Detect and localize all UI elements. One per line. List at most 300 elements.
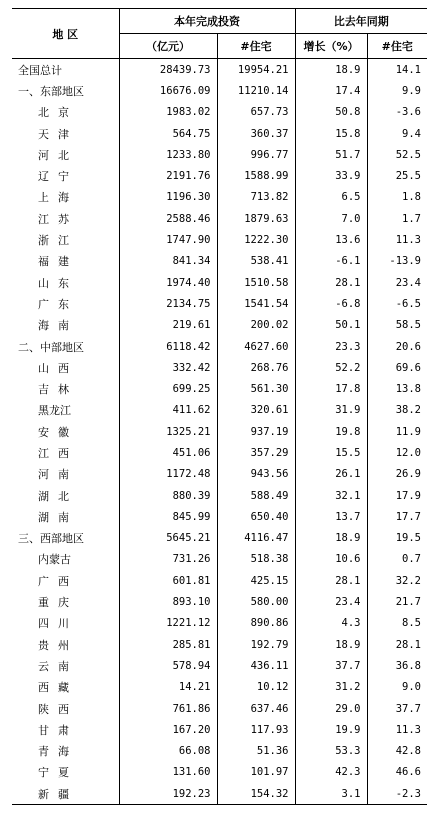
investment-residential-value-cell: [217, 272, 295, 293]
investment-value: 131.60: [172, 766, 211, 779]
investment-residential-value: 101.97: [250, 766, 289, 779]
investment-value-cell: [119, 208, 217, 229]
region-name-cell: [12, 591, 119, 612]
table-row: [12, 719, 427, 740]
investment-value: 1974.40: [166, 276, 211, 289]
investment-residential-value-cell: [217, 80, 295, 101]
header-growth-residential: #住宅: [367, 34, 427, 59]
investment-residential-value: 1222.30: [244, 234, 289, 247]
growth-value: 17.4: [335, 84, 361, 97]
growth-residential-value: -3.6: [395, 106, 421, 119]
growth-value-cell: [295, 144, 367, 165]
table-row: [12, 80, 427, 101]
growth-value: 28.1: [335, 276, 361, 289]
investment-value: 1221.12: [166, 617, 211, 630]
investment-value-cell: [119, 59, 217, 81]
region-name: 山西: [38, 361, 78, 375]
investment-value: 699.25: [172, 383, 211, 396]
growth-value-cell: [295, 741, 367, 762]
region-name: 福建: [38, 255, 78, 269]
header-investment-residential: #住宅: [217, 34, 295, 59]
investment-residential-value-cell: [217, 549, 295, 570]
growth-value-cell: [295, 293, 367, 314]
investment-value: 1325.21: [166, 425, 211, 438]
growth-residential-value: 9.9: [402, 84, 421, 97]
growth-residential-value-cell: [367, 59, 427, 81]
growth-value: 7.0: [341, 212, 361, 225]
investment-value: 16676.09: [159, 84, 211, 97]
region-name-cell: [12, 506, 119, 527]
growth-residential-value-cell: [367, 741, 427, 762]
growth-value-cell: [295, 165, 367, 186]
header-region: 地 区: [12, 9, 119, 59]
growth-residential-value: 28.1: [395, 638, 421, 651]
growth-value-cell: [295, 570, 367, 591]
table-row: [12, 272, 427, 293]
growth-value-cell: [295, 400, 367, 421]
growth-value: -6.8: [335, 297, 361, 310]
region-name-cell: [12, 165, 119, 186]
investment-value-cell: [119, 549, 217, 570]
growth-value: 19.8: [335, 425, 361, 438]
investment-value: 28439.73: [159, 63, 211, 76]
region-name-cell: [12, 464, 119, 485]
investment-residential-value: 19954.21: [237, 63, 289, 76]
table-row: [12, 634, 427, 655]
growth-value: 18.9: [335, 532, 361, 545]
investment-value-cell: [119, 528, 217, 549]
region-name: 全国总计: [18, 63, 62, 77]
region-name: 湖南: [38, 510, 78, 524]
growth-value-cell: [295, 421, 367, 442]
growth-residential-value-cell: [367, 464, 427, 485]
investment-value-cell: [119, 293, 217, 314]
region-name-cell: [12, 315, 119, 336]
region-name-cell: [12, 485, 119, 506]
region-name: 海南: [38, 319, 78, 333]
growth-residential-value-cell: [367, 400, 427, 421]
region-name-cell: [12, 293, 119, 314]
investment-residential-value: 192.79: [250, 638, 289, 651]
growth-value-cell: [295, 378, 367, 399]
investment-residential-value: 117.93: [250, 723, 289, 736]
table-row: [12, 208, 427, 229]
region-name-cell: [12, 123, 119, 144]
growth-residential-value-cell: [367, 336, 427, 357]
region-name: 重庆: [38, 596, 78, 610]
investment-value: 332.42: [172, 361, 211, 374]
investment-value-cell: [119, 315, 217, 336]
growth-residential-value-cell: [367, 421, 427, 442]
investment-residential-value-cell: [217, 123, 295, 144]
region-name: 河南: [38, 468, 78, 482]
investment-value: 893.10: [172, 596, 211, 609]
investment-residential-value-cell: [217, 293, 295, 314]
growth-residential-value-cell: [367, 357, 427, 378]
investment-value-cell: [119, 506, 217, 527]
investment-residential-value: 425.15: [250, 574, 289, 587]
region-name-cell: [12, 549, 119, 570]
investment-value: 219.61: [172, 319, 211, 332]
growth-value: 51.7: [335, 148, 361, 161]
growth-value-cell: [295, 762, 367, 783]
investment-residential-value: 320.61: [250, 404, 289, 417]
growth-value-cell: [295, 634, 367, 655]
growth-residential-value-cell: [367, 549, 427, 570]
table-row: [12, 336, 427, 357]
region-name-cell: [12, 229, 119, 250]
growth-residential-value-cell: [367, 719, 427, 740]
growth-value: 13.7: [335, 510, 361, 523]
growth-residential-value: 25.5: [395, 170, 421, 183]
investment-value: 841.34: [172, 255, 211, 268]
region-name: 江西: [38, 446, 78, 460]
investment-residential-value-cell: [217, 421, 295, 442]
investment-value-cell: [119, 442, 217, 463]
region-name-cell: [12, 102, 119, 123]
table-row: [12, 655, 427, 676]
investment-value: 601.81: [172, 574, 211, 587]
table-row: [12, 741, 427, 762]
growth-value-cell: [295, 698, 367, 719]
investment-residential-value-cell: [217, 187, 295, 208]
growth-value-cell: [295, 251, 367, 272]
table-row: [12, 591, 427, 612]
investment-value: 1233.80: [166, 148, 211, 161]
table-row: [12, 549, 427, 570]
growth-value-cell: [295, 591, 367, 612]
investment-residential-value-cell: [217, 677, 295, 698]
region-name: 上海: [38, 191, 78, 205]
table-row: [12, 400, 427, 421]
region-name-cell: [12, 741, 119, 762]
region-name: 黑龙江: [38, 404, 71, 418]
investment-value: 2588.46: [166, 212, 211, 225]
investment-value-cell: [119, 741, 217, 762]
growth-residential-value: 13.8: [395, 383, 421, 396]
growth-residential-value: 26.9: [395, 468, 421, 481]
table-row: [12, 698, 427, 719]
region-name-cell: [12, 762, 119, 783]
investment-value-cell: [119, 80, 217, 101]
growth-residential-value: 32.2: [395, 574, 421, 587]
region-name-cell: [12, 613, 119, 634]
growth-residential-value-cell: [367, 251, 427, 272]
region-name: 甘肃: [38, 723, 78, 737]
growth-residential-value-cell: [367, 144, 427, 165]
region-name-cell: [12, 655, 119, 676]
investment-residential-value-cell: [217, 378, 295, 399]
growth-residential-value: 17.7: [395, 510, 421, 523]
region-name-cell: [12, 528, 119, 549]
region-name-cell: [12, 59, 119, 81]
investment-residential-value-cell: [217, 208, 295, 229]
investment-residential-value-cell: [217, 357, 295, 378]
growth-residential-value-cell: [367, 677, 427, 698]
investment-value: 1196.30: [166, 191, 211, 204]
investment-value: 731.26: [172, 553, 211, 566]
growth-residential-value: 11.9: [395, 425, 421, 438]
growth-value: 42.3: [335, 766, 361, 779]
investment-residential-value: 1510.58: [244, 276, 289, 289]
table-row: [12, 506, 427, 527]
investment-value: 564.75: [172, 127, 211, 140]
region-name: 辽宁: [38, 170, 78, 184]
investment-value: 880.39: [172, 489, 211, 502]
investment-value: 2134.75: [166, 297, 211, 310]
investment-residential-value: 51.36: [256, 745, 289, 758]
table-row: [12, 570, 427, 591]
investment-value-cell: [119, 336, 217, 357]
region-name: 四川: [38, 617, 78, 631]
investment-value-cell: [119, 272, 217, 293]
investment-residential-value: 580.00: [250, 596, 289, 609]
investment-value: 1172.48: [166, 468, 211, 481]
growth-residential-value-cell: [367, 229, 427, 250]
investment-residential-value-cell: [217, 506, 295, 527]
region-name: 河北: [38, 148, 78, 162]
region-name: 西藏: [38, 681, 78, 695]
investment-residential-value: 588.49: [250, 489, 289, 502]
investment-residential-value-cell: [217, 783, 295, 805]
region-name-cell: [12, 80, 119, 101]
investment-residential-value: 10.12: [256, 681, 289, 694]
investment-value-cell: [119, 464, 217, 485]
growth-residential-value-cell: [367, 123, 427, 144]
region-name-cell: [12, 357, 119, 378]
growth-residential-value-cell: [367, 783, 427, 805]
table-row: [12, 378, 427, 399]
investment-residential-value: 4116.47: [244, 532, 289, 545]
growth-residential-value-cell: [367, 378, 427, 399]
growth-value-cell: [295, 677, 367, 698]
investment-residential-value-cell: [217, 165, 295, 186]
investment-residential-value-cell: [217, 315, 295, 336]
investment-value-cell: [119, 485, 217, 506]
growth-residential-value-cell: [367, 655, 427, 676]
table-row: [12, 464, 427, 485]
table-row: [12, 613, 427, 634]
table-row: [12, 123, 427, 144]
growth-value: 50.8: [335, 106, 361, 119]
investment-value-cell: [119, 591, 217, 612]
investment-residential-value: 154.32: [250, 787, 289, 800]
growth-value-cell: [295, 528, 367, 549]
growth-value-cell: [295, 719, 367, 740]
region-name-cell: [12, 208, 119, 229]
investment-value-cell: [119, 400, 217, 421]
region-name: 天津: [38, 127, 78, 141]
investment-residential-value-cell: [217, 570, 295, 591]
investment-residential-value-cell: [217, 144, 295, 165]
investment-residential-value: 996.77: [250, 148, 289, 161]
growth-value-cell: [295, 506, 367, 527]
table-row: [12, 442, 427, 463]
table-row: [12, 677, 427, 698]
region-name-cell: [12, 719, 119, 740]
growth-value: 23.4: [335, 596, 361, 609]
growth-residential-value: 1.7: [402, 212, 421, 225]
growth-value-cell: [295, 549, 367, 570]
investment-value-cell: [119, 655, 217, 676]
investment-residential-value: 1588.99: [244, 170, 289, 183]
growth-residential-value-cell: [367, 613, 427, 634]
region-name-cell: [12, 677, 119, 698]
investment-residential-value: 360.37: [250, 127, 289, 140]
region-name-cell: [12, 272, 119, 293]
growth-residential-value: 58.5: [395, 319, 421, 332]
region-name: 一、东部地区: [18, 84, 84, 98]
region-name: 安徽: [38, 425, 78, 439]
growth-residential-value: 20.6: [395, 340, 421, 353]
growth-value-cell: [295, 357, 367, 378]
region-name: 浙江: [38, 234, 78, 248]
growth-value: 26.1: [335, 468, 361, 481]
investment-residential-value: 637.46: [250, 702, 289, 715]
investment-residential-value: 11210.14: [237, 84, 289, 97]
growth-value-cell: [295, 187, 367, 208]
investment-value: 192.23: [172, 787, 211, 800]
table-row: [12, 315, 427, 336]
region-name: 云南: [38, 659, 78, 673]
growth-value: 15.5: [335, 446, 361, 459]
growth-value-cell: [295, 655, 367, 676]
growth-value: 15.8: [335, 127, 361, 140]
investment-residential-value-cell: [217, 59, 295, 81]
growth-residential-value: 11.3: [395, 234, 421, 247]
investment-residential-value-cell: [217, 485, 295, 506]
table-row: [12, 528, 427, 549]
investment-value: 1747.90: [166, 234, 211, 247]
growth-value: 50.1: [335, 319, 361, 332]
investment-residential-value-cell: [217, 229, 295, 250]
growth-residential-value: 36.8: [395, 659, 421, 672]
investment-value-cell: [119, 783, 217, 805]
growth-value-cell: [295, 613, 367, 634]
investment-residential-value: 436.11: [250, 659, 289, 672]
investment-residential-value-cell: [217, 528, 295, 549]
growth-value: -6.1: [335, 255, 361, 268]
investment-residential-value-cell: [217, 336, 295, 357]
region-name: 新疆: [38, 787, 78, 801]
table-row: [12, 229, 427, 250]
growth-residential-value-cell: [367, 698, 427, 719]
growth-residential-value-cell: [367, 272, 427, 293]
table-body: [12, 59, 427, 805]
growth-value-cell: [295, 783, 367, 805]
growth-residential-value: 19.5: [395, 532, 421, 545]
growth-residential-value: -2.3: [395, 787, 421, 800]
header-growth-rate: 增长（%）: [295, 34, 367, 59]
region-name-cell: [12, 187, 119, 208]
region-name: 北京: [38, 106, 78, 120]
growth-value-cell: [295, 442, 367, 463]
investment-residential-value: 561.30: [250, 383, 289, 396]
investment-residential-value: 538.41: [250, 255, 289, 268]
investment-residential-value: 1541.54: [244, 297, 289, 310]
growth-residential-value: 42.8: [395, 745, 421, 758]
growth-residential-value: 14.1: [395, 63, 421, 76]
growth-residential-value-cell: [367, 165, 427, 186]
investment-value: 845.99: [172, 510, 211, 523]
growth-value: 31.2: [335, 681, 361, 694]
growth-residential-value-cell: [367, 528, 427, 549]
growth-residential-value: 11.3: [395, 723, 421, 736]
region-name: 陕西: [38, 702, 78, 716]
table-row: [12, 485, 427, 506]
growth-residential-value: 17.9: [395, 489, 421, 502]
table-row: [12, 59, 427, 81]
growth-residential-value: 23.4: [395, 276, 421, 289]
region-name: 湖北: [38, 489, 78, 503]
growth-residential-value: -13.9: [389, 255, 421, 268]
growth-value: 18.9: [335, 638, 361, 651]
growth-residential-value: 37.7: [395, 702, 421, 715]
investment-residential-value-cell: [217, 591, 295, 612]
investment-value-cell: [119, 634, 217, 655]
growth-value: 18.9: [335, 63, 361, 76]
growth-residential-value-cell: [367, 442, 427, 463]
growth-residential-value: 1.8: [402, 191, 421, 204]
growth-residential-value: -6.5: [395, 297, 421, 310]
investment-residential-value: 518.38: [250, 553, 289, 566]
growth-value-cell: [295, 123, 367, 144]
table-row: [12, 144, 427, 165]
investment-value-cell: [119, 698, 217, 719]
table-header: [12, 9, 427, 59]
growth-value-cell: [295, 208, 367, 229]
investment-table: [12, 8, 427, 805]
table-row: [12, 165, 427, 186]
growth-value-cell: [295, 80, 367, 101]
growth-residential-value-cell: [367, 315, 427, 336]
growth-value-cell: [295, 102, 367, 123]
investment-residential-value: 937.19: [250, 425, 289, 438]
investment-residential-value-cell: [217, 719, 295, 740]
growth-residential-value-cell: [367, 80, 427, 101]
region-name: 青海: [38, 745, 78, 759]
region-name-cell: [12, 400, 119, 421]
investment-value-cell: [119, 357, 217, 378]
growth-value-cell: [295, 315, 367, 336]
investment-value-cell: [119, 144, 217, 165]
investment-value-cell: [119, 102, 217, 123]
region-name-cell: [12, 251, 119, 272]
growth-value-cell: [295, 59, 367, 81]
growth-residential-value-cell: [367, 208, 427, 229]
growth-residential-value-cell: [367, 102, 427, 123]
investment-value-cell: [119, 613, 217, 634]
growth-value: 52.2: [335, 361, 361, 374]
region-name: 二、中部地区: [18, 340, 84, 354]
growth-residential-value: 38.2: [395, 404, 421, 417]
investment-residential-value-cell: [217, 400, 295, 421]
growth-value: 13.6: [335, 234, 361, 247]
table-row: [12, 102, 427, 123]
investment-value-cell: [119, 251, 217, 272]
growth-value: 10.6: [335, 553, 361, 566]
investment-value-cell: [119, 229, 217, 250]
growth-value: 29.0: [335, 702, 361, 715]
table-row: [12, 421, 427, 442]
growth-residential-value: 9.0: [402, 681, 421, 694]
growth-value-cell: [295, 272, 367, 293]
growth-residential-value: 8.5: [402, 617, 421, 630]
investment-value-cell: [119, 570, 217, 591]
growth-residential-value: 21.7: [395, 596, 421, 609]
region-name-cell: [12, 421, 119, 442]
investment-value: 6118.42: [166, 340, 211, 353]
